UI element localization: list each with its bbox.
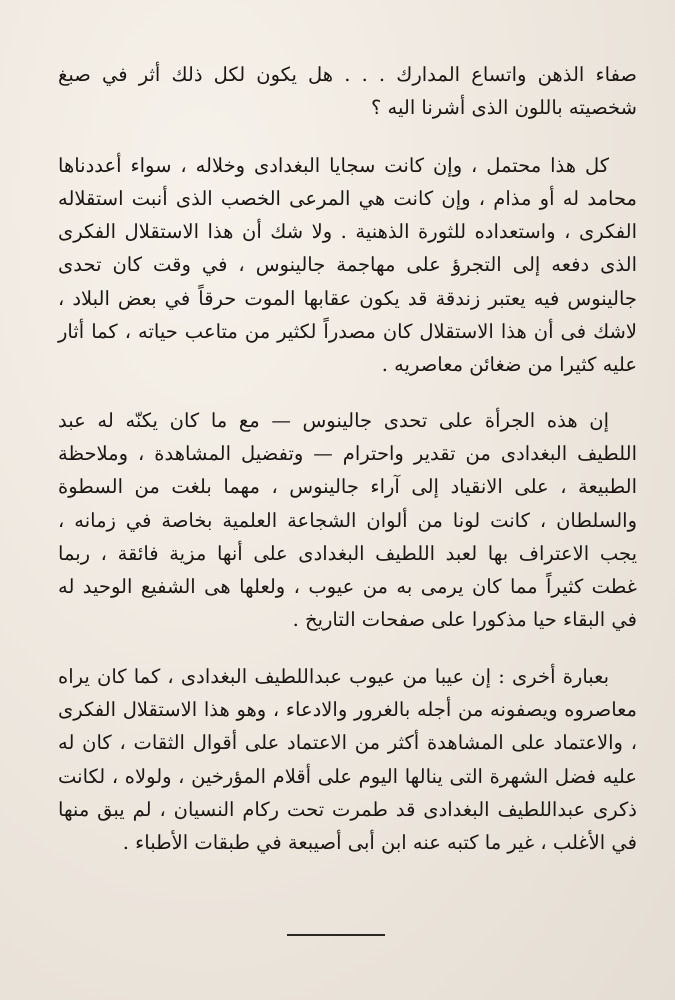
body-text — [58, 58, 637, 860]
paragraph-1: صفاء الذهن واتساع المدارك . . . هل يكون لكل ذلك أثر في صبغ شخصيته باللون الذى أشرنا اليه ؟ — [58, 63, 637, 120]
paragraph-3: إن هذه الجرأة على تحدى جالينوس — مع ما كان يكنّه له عبد اللطيف البغدادى من تقدير واحترام — وتفضيل المشاهدة ، وملاحظة الطبيعة ، على الانقياد إلى آراء جالينوس ، مهما بلغت من السطوة والسلطان ، كانت لونا من ألوان الشجاعة العلمية بخاصة في زمانه ، يجب الاعتراف بها لعبد اللطيف البغدادى على أنها مزية فائقة ، ربما غطت كثيراً مما كان يرمى به من عيوب ، ولعلها هى الشفيع الوحيد له في البقاء حيا مذكورا على صفحات التاريخ . — [58, 408, 637, 632]
paragraph-2: كل هذا محتمل ، وإن كانت سجايا البغدادى وخلاله ، سواء أعددناها محامد له أو مذام ، وإن كانت هي المرعى الخصب الذى أنبت استقلاله الفكرى ، واستعداده للثورة الذهنية . ولا شك أن هذا الاستقلال الفكرى الذى دفعه إلى التجرؤ على مهاجمة جالينوس ، في وقت كان تحدى جالينوس فيه يعتبر زندقة قد يكون عقابها الموت حرقاً في بعض البلاد ، لاشك فى أن هذا الاستقلال كان مصدراً لكثير من متاعب حياته ، كما أثار عليه كثيرا من ضغائن معاصريه . — [58, 153, 637, 377]
footer-rule — [287, 934, 385, 936]
paragraph-4: بعبارة أخرى : إن عيبا من عيوب عبداللطيف البغدادى ، كما كان يراه معاصروه ويصفونه من أجله بالغرور والادعاء ، وهو هذا الاستقلال الفكرى ، والاعتماد على المشاهدة أكثر من الاعتماد على أقوال الثقات ، كان له عليه فضل الشهرة التى ينالها اليوم على أقلام المؤرخين ، ولولاه ، لكانت ذكرى عبداللطيف البغدادى قد طمرت تحت ركام النسيان ، لم يبق منها في الأغلب ، غير ما كتبه عنه ابن أبى أصيبعة في طبقات الأطباء . — [58, 664, 637, 855]
